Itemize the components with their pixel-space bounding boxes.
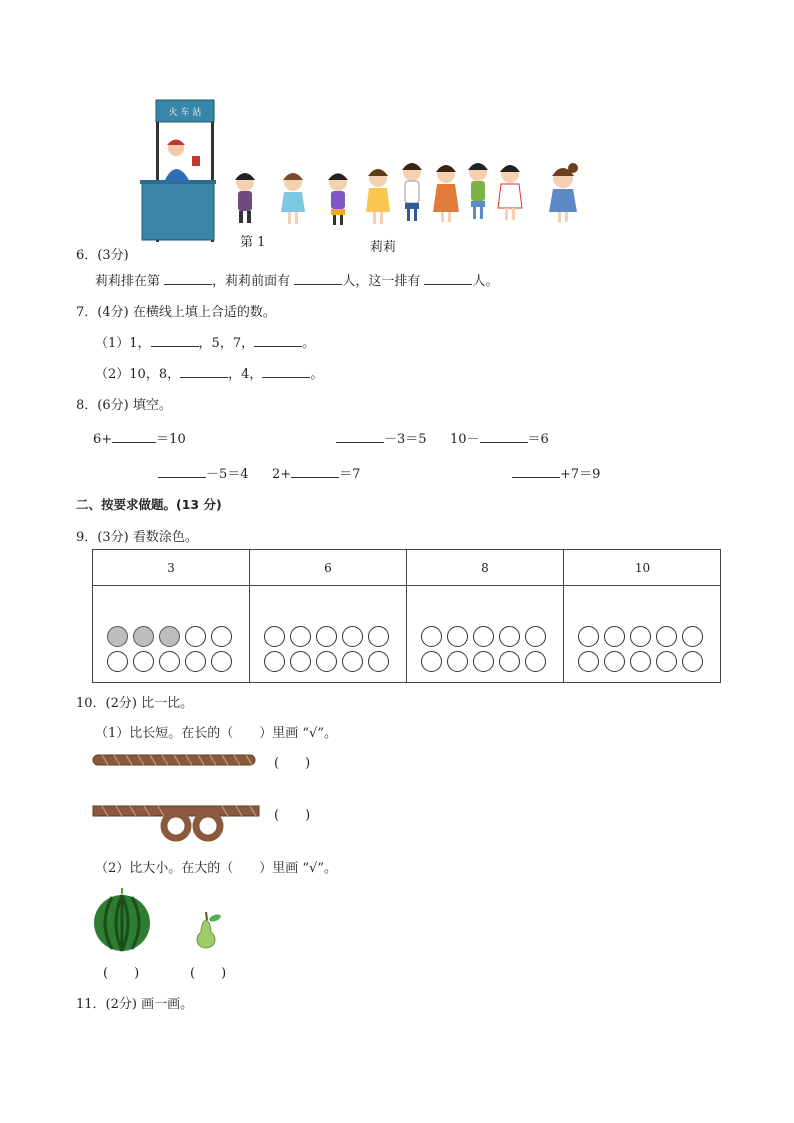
q6-text-b: ，莉莉前面有 xyxy=(212,274,291,289)
booth-sign: 火 车 站 xyxy=(168,108,202,118)
color-circle[interactable] xyxy=(290,626,311,647)
color-circle[interactable] xyxy=(185,626,206,647)
q7-heading: 7．(4分) 在横线上填上合适的数。 xyxy=(76,305,276,320)
paren-rope-1[interactable]: ( ) xyxy=(274,756,311,771)
q6-text-d: 人。 xyxy=(472,274,499,289)
q10-heading: 10．(2分) 比一比。 xyxy=(76,696,194,711)
color-circle[interactable] xyxy=(264,626,285,647)
color-circle[interactable] xyxy=(421,651,442,672)
q8-eq2-b: －3＝5 xyxy=(384,432,427,447)
q6-text-a: 莉莉排在第 xyxy=(95,274,161,289)
children-queue-icon xyxy=(235,163,578,225)
color-circle[interactable] xyxy=(656,651,677,672)
color-circle[interactable] xyxy=(342,651,363,672)
q8-eq1-a: 6+ xyxy=(93,432,113,447)
q8-eq5-a: 2+ xyxy=(272,467,292,482)
q6-blank-3[interactable] xyxy=(424,271,472,285)
paren-rope-2[interactable]: ( ) xyxy=(274,808,311,823)
color-circle[interactable] xyxy=(525,626,546,647)
q8-eq-3 xyxy=(450,428,549,447)
q8-eq3-b: ＝6 xyxy=(527,432,549,447)
color-circle[interactable] xyxy=(630,626,651,647)
color-circle[interactable] xyxy=(107,651,128,672)
q7-line-1 xyxy=(95,332,315,351)
q8-eq-6 xyxy=(512,463,600,482)
color-circle[interactable] xyxy=(368,626,389,647)
q6-text-c: 人，这一排有 xyxy=(342,274,421,289)
color-circle[interactable] xyxy=(604,651,625,672)
color-circle[interactable] xyxy=(133,626,154,647)
color-circle[interactable] xyxy=(133,651,154,672)
color-grid-table xyxy=(92,549,721,683)
color-circle[interactable] xyxy=(185,651,206,672)
q8-eq1-b: ＝10 xyxy=(156,432,186,447)
color-circle[interactable] xyxy=(264,651,285,672)
q7-line-2 xyxy=(95,363,323,382)
watermelon-icon xyxy=(92,886,152,952)
paren-watermelon[interactable]: ( ) xyxy=(103,966,140,981)
pear-icon xyxy=(192,910,226,950)
color-circle[interactable] xyxy=(159,651,180,672)
rope-looped-icon xyxy=(92,802,264,844)
color-circle[interactable] xyxy=(316,626,337,647)
q8-heading: 8．(6分) 填空。 xyxy=(76,398,172,413)
color-circle[interactable] xyxy=(368,651,389,672)
q8-eq3-a: 10－ xyxy=(450,432,480,447)
q7-blank-2[interactable] xyxy=(254,333,302,347)
grid-header-10: 10 xyxy=(564,550,721,586)
color-circle[interactable] xyxy=(342,626,363,647)
color-circle[interactable] xyxy=(421,626,442,647)
q8-blank-1[interactable] xyxy=(112,429,156,443)
q8-eq-2 xyxy=(336,428,427,447)
q8-eq4-b: －5＝4 xyxy=(206,467,249,482)
q6-blank-2[interactable] xyxy=(294,271,342,285)
q7-line1-text-a: （1）1， xyxy=(95,336,151,351)
q7-blank-4[interactable] xyxy=(262,364,310,378)
q11-heading: 11．(2分) 画一画。 xyxy=(76,997,194,1012)
q6-line xyxy=(95,270,498,289)
color-circle[interactable] xyxy=(682,626,703,647)
q7-line1-text-b: ，5，7， xyxy=(198,336,255,351)
q7-line2-text-b: ，4， xyxy=(228,367,263,382)
q8-eq-1 xyxy=(93,428,186,447)
label-lili: 莉莉 xyxy=(370,240,397,255)
section-2-title: 二、按要求做题。(13 分) xyxy=(76,497,222,512)
grid-header-8: 8 xyxy=(407,550,563,586)
q7-line2-text-c: 。 xyxy=(310,367,324,382)
q8-blank-2[interactable] xyxy=(336,429,384,443)
q7-line1-text-c: 。 xyxy=(302,336,316,351)
color-circle[interactable] xyxy=(211,651,232,672)
rope-straight-icon xyxy=(92,752,262,768)
q8-blank-3[interactable] xyxy=(480,429,528,443)
q8-eq-5 xyxy=(272,463,360,482)
q8-eq-4 xyxy=(158,463,249,482)
q7-blank-1[interactable] xyxy=(151,333,199,347)
q6-heading: 6．(3分) xyxy=(76,248,129,263)
color-circle[interactable] xyxy=(473,626,494,647)
color-circle[interactable] xyxy=(499,626,520,647)
grid-header-6: 6 xyxy=(250,550,406,586)
ticket-booth-icon xyxy=(140,100,216,242)
color-circle[interactable] xyxy=(682,651,703,672)
color-circle[interactable] xyxy=(525,651,546,672)
color-circle[interactable] xyxy=(316,651,337,672)
q8-eq5-b: ＝7 xyxy=(339,467,361,482)
q7-line2-text-a: （2）10，8， xyxy=(95,367,181,382)
grid-header-3: 3 xyxy=(93,550,249,586)
q8-blank-4[interactable] xyxy=(158,464,206,478)
color-circle[interactable] xyxy=(473,651,494,672)
color-circle[interactable] xyxy=(499,651,520,672)
label-first: 第 1 xyxy=(240,235,266,250)
color-circle[interactable] xyxy=(656,626,677,647)
color-circle[interactable] xyxy=(211,626,232,647)
q6-blank-1[interactable] xyxy=(164,271,212,285)
color-circle[interactable] xyxy=(447,626,468,647)
color-circle[interactable] xyxy=(578,626,599,647)
q9-heading: 9．(3分) 看数涂色。 xyxy=(76,530,198,545)
q10-part1: （1）比长短。在长的（ ）里画 “√”。 xyxy=(95,726,337,741)
q8-blank-6[interactable] xyxy=(512,464,560,478)
q8-eq6-b: +7＝9 xyxy=(560,467,601,482)
q10-part2: （2）比大小。在大的（ ）里画 “√”。 xyxy=(95,861,337,876)
color-circle[interactable] xyxy=(630,651,651,672)
queue-illustration xyxy=(140,98,590,244)
color-circle[interactable] xyxy=(290,651,311,672)
color-circle[interactable] xyxy=(604,626,625,647)
color-circle[interactable] xyxy=(578,651,599,672)
color-circle[interactable] xyxy=(159,626,180,647)
color-circle[interactable] xyxy=(107,626,128,647)
paren-pear[interactable]: ( ) xyxy=(190,966,227,981)
color-circle[interactable] xyxy=(447,651,468,672)
q8-blank-5[interactable] xyxy=(291,464,339,478)
q7-blank-3[interactable] xyxy=(180,364,228,378)
